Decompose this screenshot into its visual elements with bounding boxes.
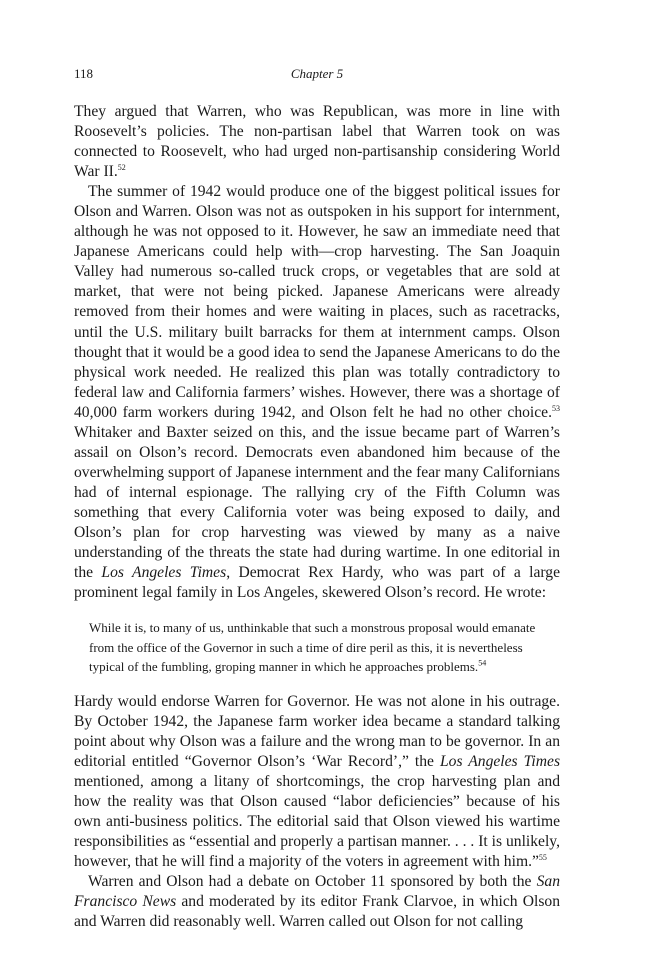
footnote-ref-53: 53 [552, 403, 560, 413]
publication-title: Los Angeles Times [101, 564, 227, 582]
paragraph-text: They argued that Warren, who was Republican, was more in line with Roosevelt’s policies. The non-partisan label that Warren took on was connected to Roosevelt, who had urged non-partisanship considering World War II. [74, 103, 560, 181]
body-text [74, 102, 560, 933]
footnote-ref-55: 55 [538, 853, 547, 863]
chapter-title: Chapter 5 [290, 66, 344, 81]
paragraph-text: The summer of 1942 would produce one of the biggest political issues for Olson and Warren. Olson was not as outspoken in his support for internment, although he was not opposed to it. However, he saw an immediate need that Japanese Americans could help with—crop harvesting. The San Joaquin Valley had numerous so-called truck crops, or vegetables that are sold at market, that were not being picked. Japanese Americans were already removed from their homes and were waiting in places, such as racetracks, until the U.S. military built barracks for them at internment camps. Olson thought that it would be a good idea to send the Japanese Americans to do the physical work needed. He realized this plan was totally contradictory to federal law and California farmers’ wishes. However, there was a shortage of 40,000 farm workers during 1942, and Olson felt he had no other choice. [74, 183, 560, 421]
publication-title: Los Angeles Times [439, 753, 561, 771]
paragraph-text: , Democrat Rex Hardy, who was part of a large prominent legal family in Los Angeles, skewered Olson’s record. He wrote: [74, 564, 561, 602]
paragraph-text: Hardy would endorse Warren for Governor. He was not alone in his outrage. By October 1942, the Japanese farm worker idea became a standard talking point about why Olson was a failure and the wrong man to be governor. In an editorial entitled “Governor Olson’s ‘War Record’,” the [74, 692, 560, 771]
footnote-ref-52: 52 [117, 162, 126, 172]
paragraph-2 [74, 182, 560, 603]
paragraph-1 [74, 102, 560, 182]
quote-text: While it is, to many of us, unthinkable that such a monstrous proposal would emanate from the office of the Governor in such a time of dire peril as this, it is nevertheless typical of the fumbling, groping manner in which he approaches problems. [89, 620, 536, 675]
paragraph-text: mentioned, among a litany of shortcomings, the crop harvesting plan and how the reality was that Olson caused “labor deficiencies” because of his own anti-business politics. The editorial said that Olson viewed his wartime responsibilities as “essential and properly a partisan manner. . . . It is unlikely, however, that he will find a majority of the voters in agreement with him.” [74, 773, 560, 871]
paragraph-4 [74, 872, 560, 932]
running-head [74, 66, 560, 86]
book-page [74, 66, 560, 933]
publication-title: San Francisco News [74, 873, 560, 911]
page-number: 118 [74, 66, 94, 81]
paragraph-text: and moderated by its editor Frank Clarvoe, in which Olson and Warren did reasonably well. Warren called out Olson for not calling [74, 893, 560, 931]
paragraph-text: Whitaker and Baxter seized on this, and the issue became part of Warren’s assail on Olson’s record. Democrats even abandoned him because of the overwhelming support of Japanese internment and the fear many Californians had of internal espionage. The rallying cry of the Fifth Column was something that every California voter was being exposed to daily, and Olson’s plan for crop harvesting was viewed by many as a naive understanding of the threats the state had during wartime. In one editorial in the [74, 423, 560, 582]
footnote-ref-54: 54 [478, 659, 487, 669]
paragraph-3 [74, 692, 560, 872]
block-quote [89, 618, 560, 677]
paragraph-text: Warren and Olson had a debate on October 11 sponsored by both the [88, 873, 537, 891]
